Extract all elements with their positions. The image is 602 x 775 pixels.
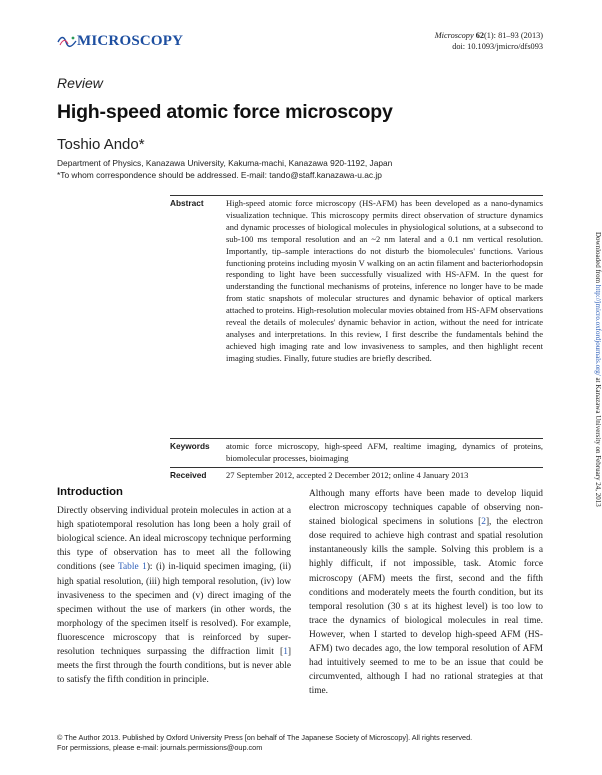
received-row: [170, 470, 543, 482]
journal-name: Microscopy: [434, 31, 474, 40]
divider-top: [170, 195, 543, 196]
affiliation-block: [57, 157, 392, 181]
abstract-row: [170, 198, 543, 365]
keywords-text: atomic force microscopy, high-speed AFM, realtime imaging, dynamics of proteins, biomolecular processes, bioimaging: [226, 441, 543, 463]
received-text: 27 September 2012, accepted 2 December 2012; online 4 January 2013: [226, 470, 469, 480]
intro-text: ], the electron dose required to achieve high contrast and spatial resolution instantaneously kills the sample. Solving this problem is a highly difficult, if not impossible, task. Atomic force microscopy (AFM) meets the first, second and the fifth conditions and moderately meets the fourth condition, but its temporal resolution (30 s at its highest level) is too low to trace the dynamics of biological molecules in real time. However, when I started to develop high-speed AFM (HS-AFM) two decades ago, the low temporal resolution of AFM had intuitively seemed to me to be an issue that could be circumvented, although I had no rational strategies at that time.: [309, 517, 543, 697]
intro-text: Although many efforts have been made to develop liquid electron microscopy techniques capable of observing non-stained biological specimens in solutions [: [309, 489, 543, 528]
abstract-text: High-speed atomic force microscopy (HS-AFM) has been developed as a nano-dynamics visualization technique. This microscopy permits direct observation of structure dynamics and dynamic processes of biological molecules in physiological solutions, at a subsecond to sub-100 ms temporal resolution and an ~2 nm lateral and a 0.1 nm vertical resolution. Importantly, tip–sample interactions do not disturb the biomolecules' functions. Various functioning proteins including myosin V walking on an actin filament and bacteriorhodopsin responding to light have been successfully visualized with HS-AFM. In the quest for understanding the functional mechanisms of proteins, inference no longer have to be made from static snapshots of molecular structures and dynamic behavior of optical markers attached to proteins. High-resolution molecular movies obtained from HS-AFM observations reveal the details of molecules' dynamic behavior in action, without the need for intricate analyses and interpretations. In this review, I first describe the fundamentals behind the achieved high imaging rate and low invasiveness to samples, and then highlight recent imaging studies. Finally, future studies are briefly described.: [226, 198, 543, 363]
received-label: Received: [170, 470, 207, 480]
download-prefix: Downloaded from: [594, 232, 602, 285]
article-title: High-speed atomic force microscopy: [57, 101, 393, 123]
affiliation: Department of Physics, Kanazawa University, Kakuma-machi, Kanazawa 920-1192, Japan: [57, 158, 393, 168]
intro-text: ): (i) in-liquid specimen imaging, (ii) high spatial resolution, (iii) high temporal resolution, (iv) low invasiveness to the specimen and (v) direct imaging of the specimen without the use of markers (in other words, the morphology of the specimen itself is resolved). For example, fluorescence microscopy that is reinforced by super-resolution techniques surpassing the diffraction limit [: [57, 562, 292, 658]
abstract-label: Abstract: [170, 198, 204, 208]
table-link[interactable]: Table 1: [117, 562, 147, 573]
permissions: For permissions, please e-mail: journals.permissions@oup.com: [57, 743, 263, 753]
divider-keywords: [170, 467, 543, 468]
section-heading: Introduction: [57, 486, 123, 498]
intro-right-column: [309, 487, 543, 698]
copyright: © The Author 2013. Published by Oxford University Press [on behalf of The Japanese Society of Microscopy]. All rights reserved.: [57, 733, 473, 742]
article-type: Review: [57, 75, 103, 91]
doi[interactable]: doi: 10.1093/jmicro/dfs093: [452, 42, 543, 51]
reference-link[interactable]: 2: [481, 517, 486, 528]
citation-block: [435, 30, 543, 52]
intro-left-column: [57, 485, 291, 687]
download-link[interactable]: http://jmicro.oxfordjournals.org/: [594, 284, 602, 376]
reference-link[interactable]: 1: [283, 647, 288, 658]
divider-abstract: [170, 438, 543, 439]
footer: [57, 733, 472, 754]
journal-logo: [57, 33, 183, 50]
author-name: Toshio Ando*: [57, 136, 145, 153]
volume: 62: [475, 31, 484, 40]
correspondence: *To whom correspondence should be addressed. E-mail: tando@staff.kanazawa-u.ac.jp: [57, 170, 382, 180]
intro-text: Directly observing individual protein molecules in action at a high spatiotemporal resolution has long been a holy grail of biological science. An ideal microscopy technique performing this type of observation has to meet all the following conditions (see: [57, 506, 291, 573]
intro-text: ] meets the first through the fourth conditions, but is never able to satisfy the fifth condition in principle.: [57, 647, 291, 686]
intro-paragraph-2: [309, 487, 543, 698]
download-suffix: at Kanazawa University on February 24, 2013: [594, 375, 602, 507]
intro-paragraph-1: [57, 504, 291, 687]
issue: (1):: [484, 31, 496, 40]
logo-text: MICROSCOPY: [77, 33, 184, 49]
microscopy-logo-icon: [57, 35, 77, 49]
keywords-label: Keywords: [170, 441, 210, 451]
pages: 81–93 (2013): [498, 31, 543, 40]
download-note: [594, 232, 602, 507]
keywords-row: [170, 441, 543, 465]
